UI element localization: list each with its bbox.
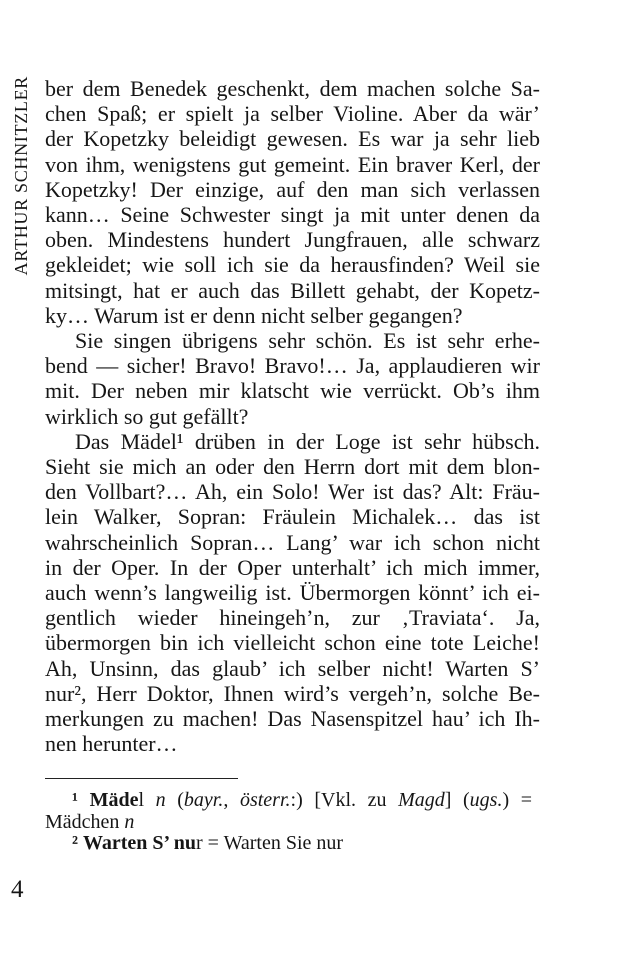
footnote-term-rest: l: [138, 789, 145, 811]
paragraph-3: [45, 429, 540, 757]
text-line: merkungen zu machen! Das Nasenspitzel hau’ ich Ih-: [45, 706, 540, 732]
paragraph-2: [45, 328, 540, 429]
footnote-separator: [45, 778, 238, 779]
text-line: [45, 681, 540, 706]
footnote-reference-2: ²: [74, 680, 81, 706]
text-line: Sie singen übrigens sehr schön. Es ist sehr erhe-: [75, 328, 540, 354]
text-line: [45, 429, 540, 454]
text-line: bend — sicher! Bravo! Bravo!… Ja, applaudieren wir: [45, 353, 540, 379]
text-segment: drüben in der Loge ist sehr hübsch.: [183, 428, 541, 454]
footnote-1: [45, 790, 532, 833]
footnote-line: [45, 812, 532, 834]
footnote-text: ) =: [502, 789, 532, 811]
running-head: ARTHUR SCHNITZLER: [11, 76, 31, 276]
text-line: gekleidet; wie soll ich sie da herausfinden? Weil sie: [45, 252, 540, 278]
text-line: mitsingt, hat er auch das Billett gehabt, der Kopetz-: [45, 277, 540, 303]
footnote-reference-1: ¹: [176, 428, 184, 454]
body-text: [45, 76, 540, 756]
text-line: nen herunter…: [45, 731, 178, 757]
text-line: von ihm, wenigstens gut gemeint. Ein braver Kerl, der: [45, 151, 540, 177]
text-line: kann… Seine Schwester singt ja mit unter denen da: [45, 202, 540, 228]
text-line: lein Walker, Sopran: Fräulein Michalek… das ist: [45, 504, 540, 530]
text-line: Kopetzky! Der einzige, auf den man sich verlassen: [45, 176, 540, 202]
footnote-line: [45, 790, 532, 812]
text-line: ky… Warum ist er denn nicht selber gegangen?: [45, 302, 463, 328]
page-number: 4: [11, 876, 24, 903]
text-line: gentlich wieder hineingeh’n, zur ‚Traviata‘. Ja,: [45, 605, 540, 631]
text-line: ber dem Benedek geschenkt, dem machen solche Sa-: [45, 76, 540, 101]
text-line: wirklich so gut gefällt?: [45, 403, 249, 429]
region-label: bayr.: [183, 789, 224, 811]
footnote-term-stressed: Mäde: [89, 789, 139, 811]
footnote-term-rest: r: [195, 832, 203, 854]
text-line: auch wenn’s langweilig ist. Übermorgen könnt’ ich ei-: [45, 580, 540, 606]
footnotes: [45, 790, 532, 855]
grammar-label: n: [124, 810, 135, 833]
text-line: chen Spaß; er spielt ja selber Violine. Aber da wär’: [45, 101, 540, 127]
footnote-text: ,: [223, 789, 240, 811]
text-segment: Das Mädel: [75, 428, 177, 454]
text-line: oben. Mindestens hundert Jungfrauen, alle schwarz: [45, 227, 540, 253]
text-line: der Kopetzky beleidigt gewesen. Es war ja sehr lieb: [45, 126, 540, 152]
text-line: den Vollbart?… Ah, ein Solo! Wer ist das? Alt: Fräu-: [45, 479, 540, 505]
text-line: Ah, Unsinn, das glaub’ ich selber nicht! Warten S’: [45, 655, 540, 681]
text-line: übermorgen bin ich vielleicht schon eine tote Leiche!: [45, 630, 540, 656]
text-line: Sieht sie mich an oder den Herrn dort mit dem blon-: [45, 454, 540, 480]
text-line: mit. Der neben mir klatscht wie verrückt. Ob’s ihm: [45, 378, 540, 404]
footnote-line: [45, 833, 532, 855]
footnote-text: :) [Vkl. zu: [290, 789, 399, 811]
footnote-2: [45, 833, 532, 855]
footnote-definition: = Warten Sie nur: [207, 832, 344, 854]
text-segment: , Herr Doktor, Ihnen wird’s vergeh’n, solche Be-: [80, 680, 540, 706]
footnote-text: (: [165, 789, 184, 811]
footnote-text: ] (: [444, 789, 470, 811]
paragraph-1: [45, 76, 540, 328]
footnote-term-stressed: Warten S’ nu: [83, 832, 196, 854]
text-line: wahrscheinlich Sopran… Lang’ war ich schon nicht: [45, 529, 540, 555]
grammar-label: n: [155, 789, 166, 811]
footnote-marker: ²: [72, 832, 78, 854]
text-segment: nur: [45, 680, 75, 706]
footnote-marker: ¹: [72, 789, 78, 811]
register-label: ugs.: [469, 789, 503, 811]
etymology-word: Magd: [398, 789, 445, 811]
footnote-text: Mädchen: [45, 810, 125, 833]
text-line: in der Oper. In der Oper unterhalt’ ich mich immer,: [45, 554, 540, 580]
region-label: österr.: [239, 789, 291, 811]
